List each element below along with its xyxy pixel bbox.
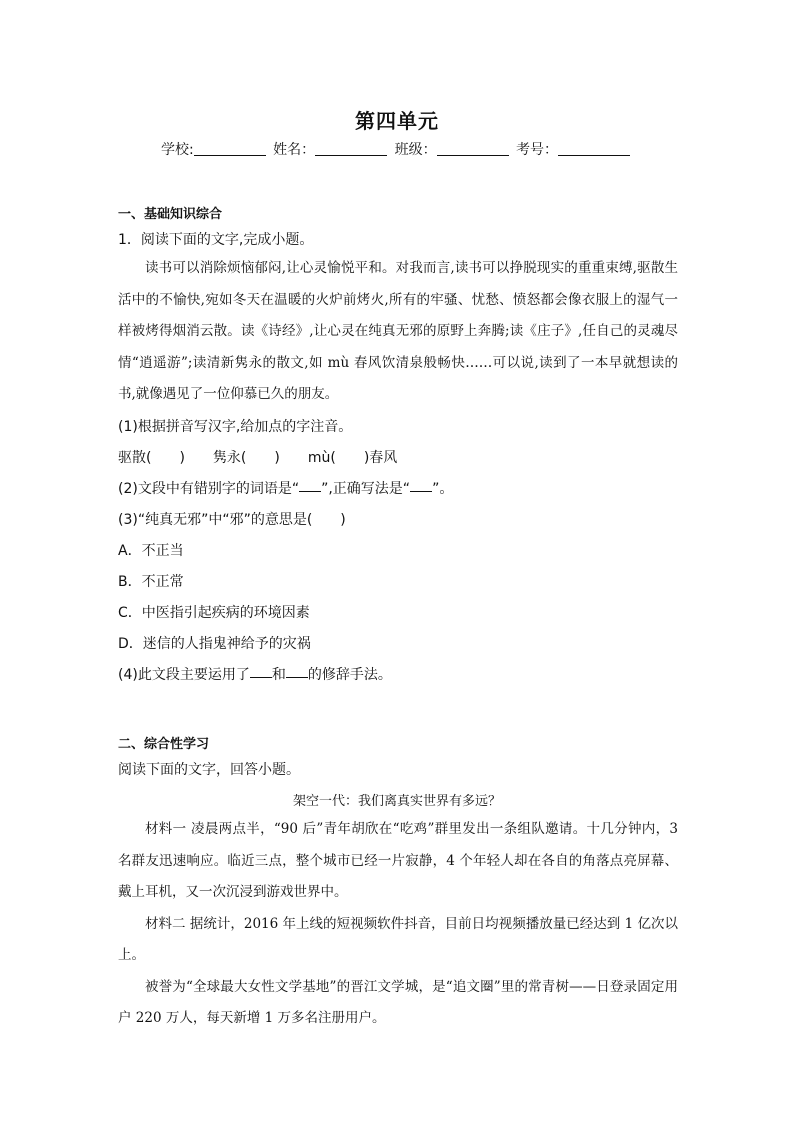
number-blank[interactable] (558, 141, 630, 156)
class-blank[interactable] (437, 141, 509, 156)
question-1: 1．阅读下面的文字,完成小题。 (118, 232, 314, 248)
material-3: 被誉为“全球最大女性文学基地”的晋江文学城，是“追文圈”里的常青树——日登录固定用户 220 万人，每天新增 1 万多名注册用户。 (118, 978, 678, 1026)
subquestion-4-post: 的修辞手法。 (307, 667, 392, 683)
number-label: 考号： (516, 142, 559, 158)
pinyin-row: 驱散( ) 隽永( ) mù( )春风 (118, 450, 398, 466)
material-1: 材料一 凌晨两点半，“90 后”青年胡欣在“吃鸡”群里发出一条组队邀请。十几分钟内，3 名群友迅速响应。临近三点，整个城市已经一片寂静，4 个年轻人却在各自的角落点亮屏幕、戴上耳机，又一次沉浸到游戏世界中。 (118, 821, 678, 900)
material-2: 材料二 据统计，2016 年上线的短视频软件抖音，目前日均视频播放量已经达到 1 亿次以上。 (118, 915, 678, 963)
page-title: 第四单元 (355, 109, 439, 133)
subquestion-4 (118, 664, 392, 684)
section-heading-2: 二、综合性学习 (118, 737, 210, 752)
section2-intro: 阅读下面的文字，回答小题。 (118, 762, 300, 778)
answer-blank[interactable] (250, 665, 272, 678)
option-b[interactable]: B．不正常 (118, 574, 184, 590)
school-blank[interactable] (194, 141, 266, 156)
subquestion-2-mid: ”,正确写法是“ (321, 481, 411, 497)
answer-blank[interactable] (410, 479, 432, 492)
subquestion-2-post: ”。 (432, 481, 454, 497)
option-d[interactable]: D．迷信的人指鬼神给予的灾祸 (118, 636, 311, 652)
passage-reading (118, 253, 678, 411)
subquestion-2 (118, 478, 453, 498)
name-label: 姓名： (273, 142, 316, 158)
student-info-row (0, 139, 794, 159)
subquestion-2-pre: (2)文段中有错别字的词语是“ (118, 481, 300, 497)
materials-block (118, 814, 678, 1035)
option-a[interactable]: A．不正当 (118, 543, 184, 559)
section-heading-1: 一、基础知识综合 (118, 207, 223, 222)
answer-blank[interactable] (286, 665, 308, 678)
passage-text: 读书可以消除烦恼郁闷,让心灵愉悦平和。对我而言,读书可以挣脱现实的重重束缚,驱散生活中的不愉快,宛如冬天在温暖的火炉前烤火,所有的牢骚、忧愁、愤怒都会像衣服上的湿气一样被烤得烟消云散。读《诗经》,让心灵在纯真无邪的原野上奔腾;读《庄子》,任自己的灵魂尽情“逍遥游”;读清新隽永的散文,如 mù 春风饮清泉般畅快……可以说,读到了一本早就想读的书,就像遇见了一位仰慕已久的朋友。 (118, 260, 678, 402)
subquestion-3: (3)“纯真无邪”中“邪”的意思是( ) (118, 512, 346, 528)
answer-blank[interactable] (299, 479, 321, 492)
article-title: 架空一代：我们离真实世界有多远？ (292, 794, 501, 809)
subquestion-4-pre: (4)此文段主要运用了 (118, 667, 250, 683)
option-c[interactable]: C．中医指引起疾病的环境因素 (118, 605, 310, 621)
school-label: 学校: (160, 142, 194, 158)
name-blank[interactable] (315, 141, 387, 156)
subquestion-1: (1)根据拼音写汉字,给加点的字注音。 (118, 419, 353, 435)
class-label: 班级： (394, 142, 437, 158)
subquestion-4-mid: 和 (271, 667, 286, 683)
